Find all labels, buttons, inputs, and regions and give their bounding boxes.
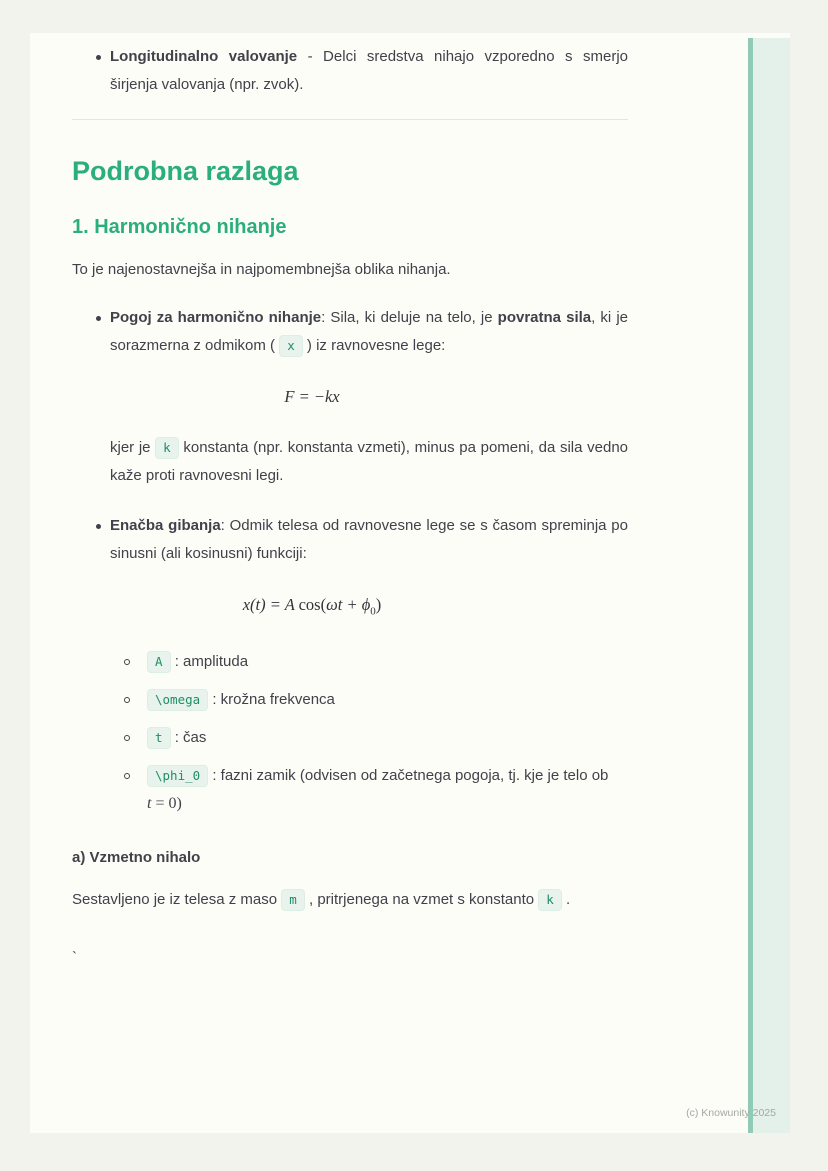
spring-text-3: . xyxy=(561,891,571,909)
subsection-title: 1. Harmonično nihanje xyxy=(72,216,287,238)
code-chip-m: m xyxy=(281,889,305,911)
list-item xyxy=(72,686,628,714)
cont-var-t: t xyxy=(147,795,152,813)
cont-rest: = 0) xyxy=(151,795,182,813)
intro-paragraph: To je najenostavnejša in najpomembnejša oblika nihanja. xyxy=(72,261,451,278)
formula-motion xyxy=(72,594,628,622)
k-text-2: konstanta (npr. konstanta vzmeti), minus pa pomeni, da sila vedno kaže proti ravnovesni legi. xyxy=(110,439,629,484)
code-chip-k2: k xyxy=(538,889,562,911)
equation-text: : Odmik telesa od ravnovesne lege se s časom spreminja po sinusni (ali kosinusni) funkciji: xyxy=(110,517,628,562)
condition-term: Pogoj za harmonično nihanje xyxy=(110,309,322,326)
copyright-footer: (c) Knowunity 2025 xyxy=(686,1107,776,1119)
symbol-desc: : čas xyxy=(174,729,207,747)
symbol-desc: : fazni zamik (odvisen od začetnega pogoja, tj. kje je telo ob xyxy=(212,767,609,785)
paragraph-spring xyxy=(72,886,628,914)
code-chip-A: A xyxy=(147,651,171,673)
bullet-circle-icon xyxy=(124,773,130,779)
term-longitudinalno: Longitudinalno valovanje xyxy=(110,48,298,65)
condition-text: : Sila, ki deluje na telo, je xyxy=(321,309,498,326)
formula-hooke xyxy=(72,386,628,408)
bullet-list-top xyxy=(72,43,628,99)
list-item xyxy=(72,648,628,676)
list-item xyxy=(72,43,628,99)
code-chip-k: k xyxy=(155,437,179,459)
equation-term: Enačba gibanja xyxy=(110,517,221,534)
spring-text-2: , pritrjenega na vzmet s konstanto xyxy=(304,891,539,909)
symbol-desc: : amplituda xyxy=(174,653,249,671)
k-text-1: kjer je xyxy=(110,439,156,456)
section-divider xyxy=(72,119,628,120)
list-item xyxy=(72,762,628,818)
formula-motion-close: ) xyxy=(375,595,382,614)
bullet-dot-icon xyxy=(96,524,101,529)
bullet-dot-icon xyxy=(96,316,101,321)
document-page xyxy=(30,33,790,1133)
formula-hooke-text: F = −kx xyxy=(284,387,340,406)
list-item xyxy=(72,304,628,360)
bullet-list-equation xyxy=(72,512,628,568)
document-content xyxy=(30,33,790,972)
spring-text-1: Sestavljeno je iz telesa z maso xyxy=(72,891,282,909)
list-item xyxy=(72,724,628,752)
page-title: Podrobna razlaga xyxy=(72,156,299,186)
code-chip-t: t xyxy=(147,727,171,749)
condition-text-2: , ki je sorazmerna z odmikom ( xyxy=(110,309,628,354)
list-item xyxy=(72,512,628,568)
code-chip-x: x xyxy=(279,335,303,357)
bullet-circle-icon xyxy=(124,659,130,665)
formula-motion-subscript: 0 xyxy=(370,605,376,618)
formula-motion-var2: ωt + ϕ xyxy=(326,595,371,614)
formula-motion-cos: cos( xyxy=(298,595,327,614)
code-chip-phi0: \phi_0 xyxy=(147,765,208,787)
code-chip-omega: \omega xyxy=(147,689,208,711)
bullet-circle-icon xyxy=(124,735,130,741)
bullet-circle-icon xyxy=(124,697,130,703)
paragraph-k-constant xyxy=(72,434,628,490)
symbol-desc: : krožna frekvenca xyxy=(212,691,335,709)
condition-text-3: ) iz ravnovesne lege: xyxy=(302,337,446,354)
symbol-list xyxy=(72,648,628,818)
bullet-dot-icon xyxy=(96,55,101,60)
bullet-list-condition xyxy=(72,304,628,360)
formula-motion-var1: x(t) = A xyxy=(242,595,299,614)
stray-backtick: ` xyxy=(72,949,77,967)
subheading-vzmetno-nihalo: a) Vzmetno nihalo xyxy=(72,849,201,867)
term-definition: - Delci sredstva nihajo vzporedno s smerjo širjenja valovanja (npr. zvok). xyxy=(110,48,628,93)
restoring-force-term: povratna sila xyxy=(497,309,592,326)
